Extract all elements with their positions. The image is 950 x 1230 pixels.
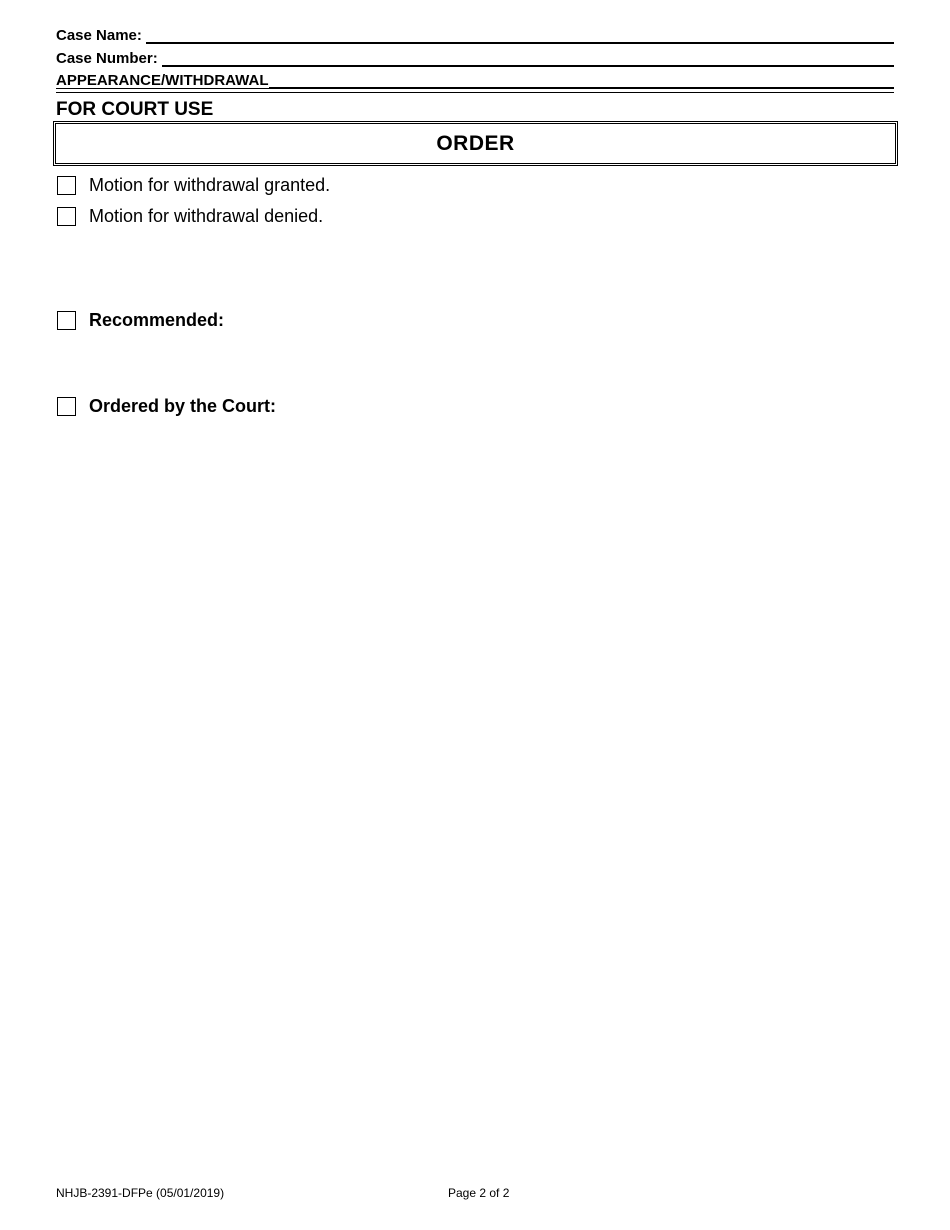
court-use-heading: FOR COURT USE <box>56 99 214 120</box>
order-title: ORDER <box>436 131 515 155</box>
granted-label: Motion for withdrawal granted. <box>89 175 331 195</box>
header-double-rule <box>56 88 894 93</box>
case-number-label: Case Number: <box>56 50 158 67</box>
order-title-box <box>53 121 898 166</box>
case-name-field[interactable] <box>146 27 894 44</box>
denied-checkbox[interactable] <box>57 207 76 226</box>
form-title-rule <box>269 72 895 89</box>
recommended-label: Recommended: <box>89 310 225 330</box>
option-granted <box>57 175 330 196</box>
granted-checkbox[interactable] <box>57 176 76 195</box>
case-name-label: Case Name: <box>56 27 142 44</box>
form-title: APPEARANCE/WITHDRAWAL <box>56 72 269 89</box>
footer-page-number: Page 2 of 2 <box>448 1186 510 1200</box>
case-number-field[interactable] <box>162 50 894 67</box>
case-number-row <box>56 50 894 67</box>
denied-label: Motion for withdrawal denied. <box>89 206 324 226</box>
ordered-checkbox[interactable] <box>57 397 76 416</box>
ordered-label: Ordered by the Court: <box>89 396 277 416</box>
option-denied <box>57 206 323 227</box>
option-ordered <box>57 396 276 417</box>
form-title-row <box>56 72 894 89</box>
footer-form-id: NHJB-2391-DFPe (05/01/2019) <box>56 1186 225 1200</box>
case-name-row <box>56 27 894 44</box>
option-recommended <box>57 310 224 331</box>
recommended-checkbox[interactable] <box>57 311 76 330</box>
